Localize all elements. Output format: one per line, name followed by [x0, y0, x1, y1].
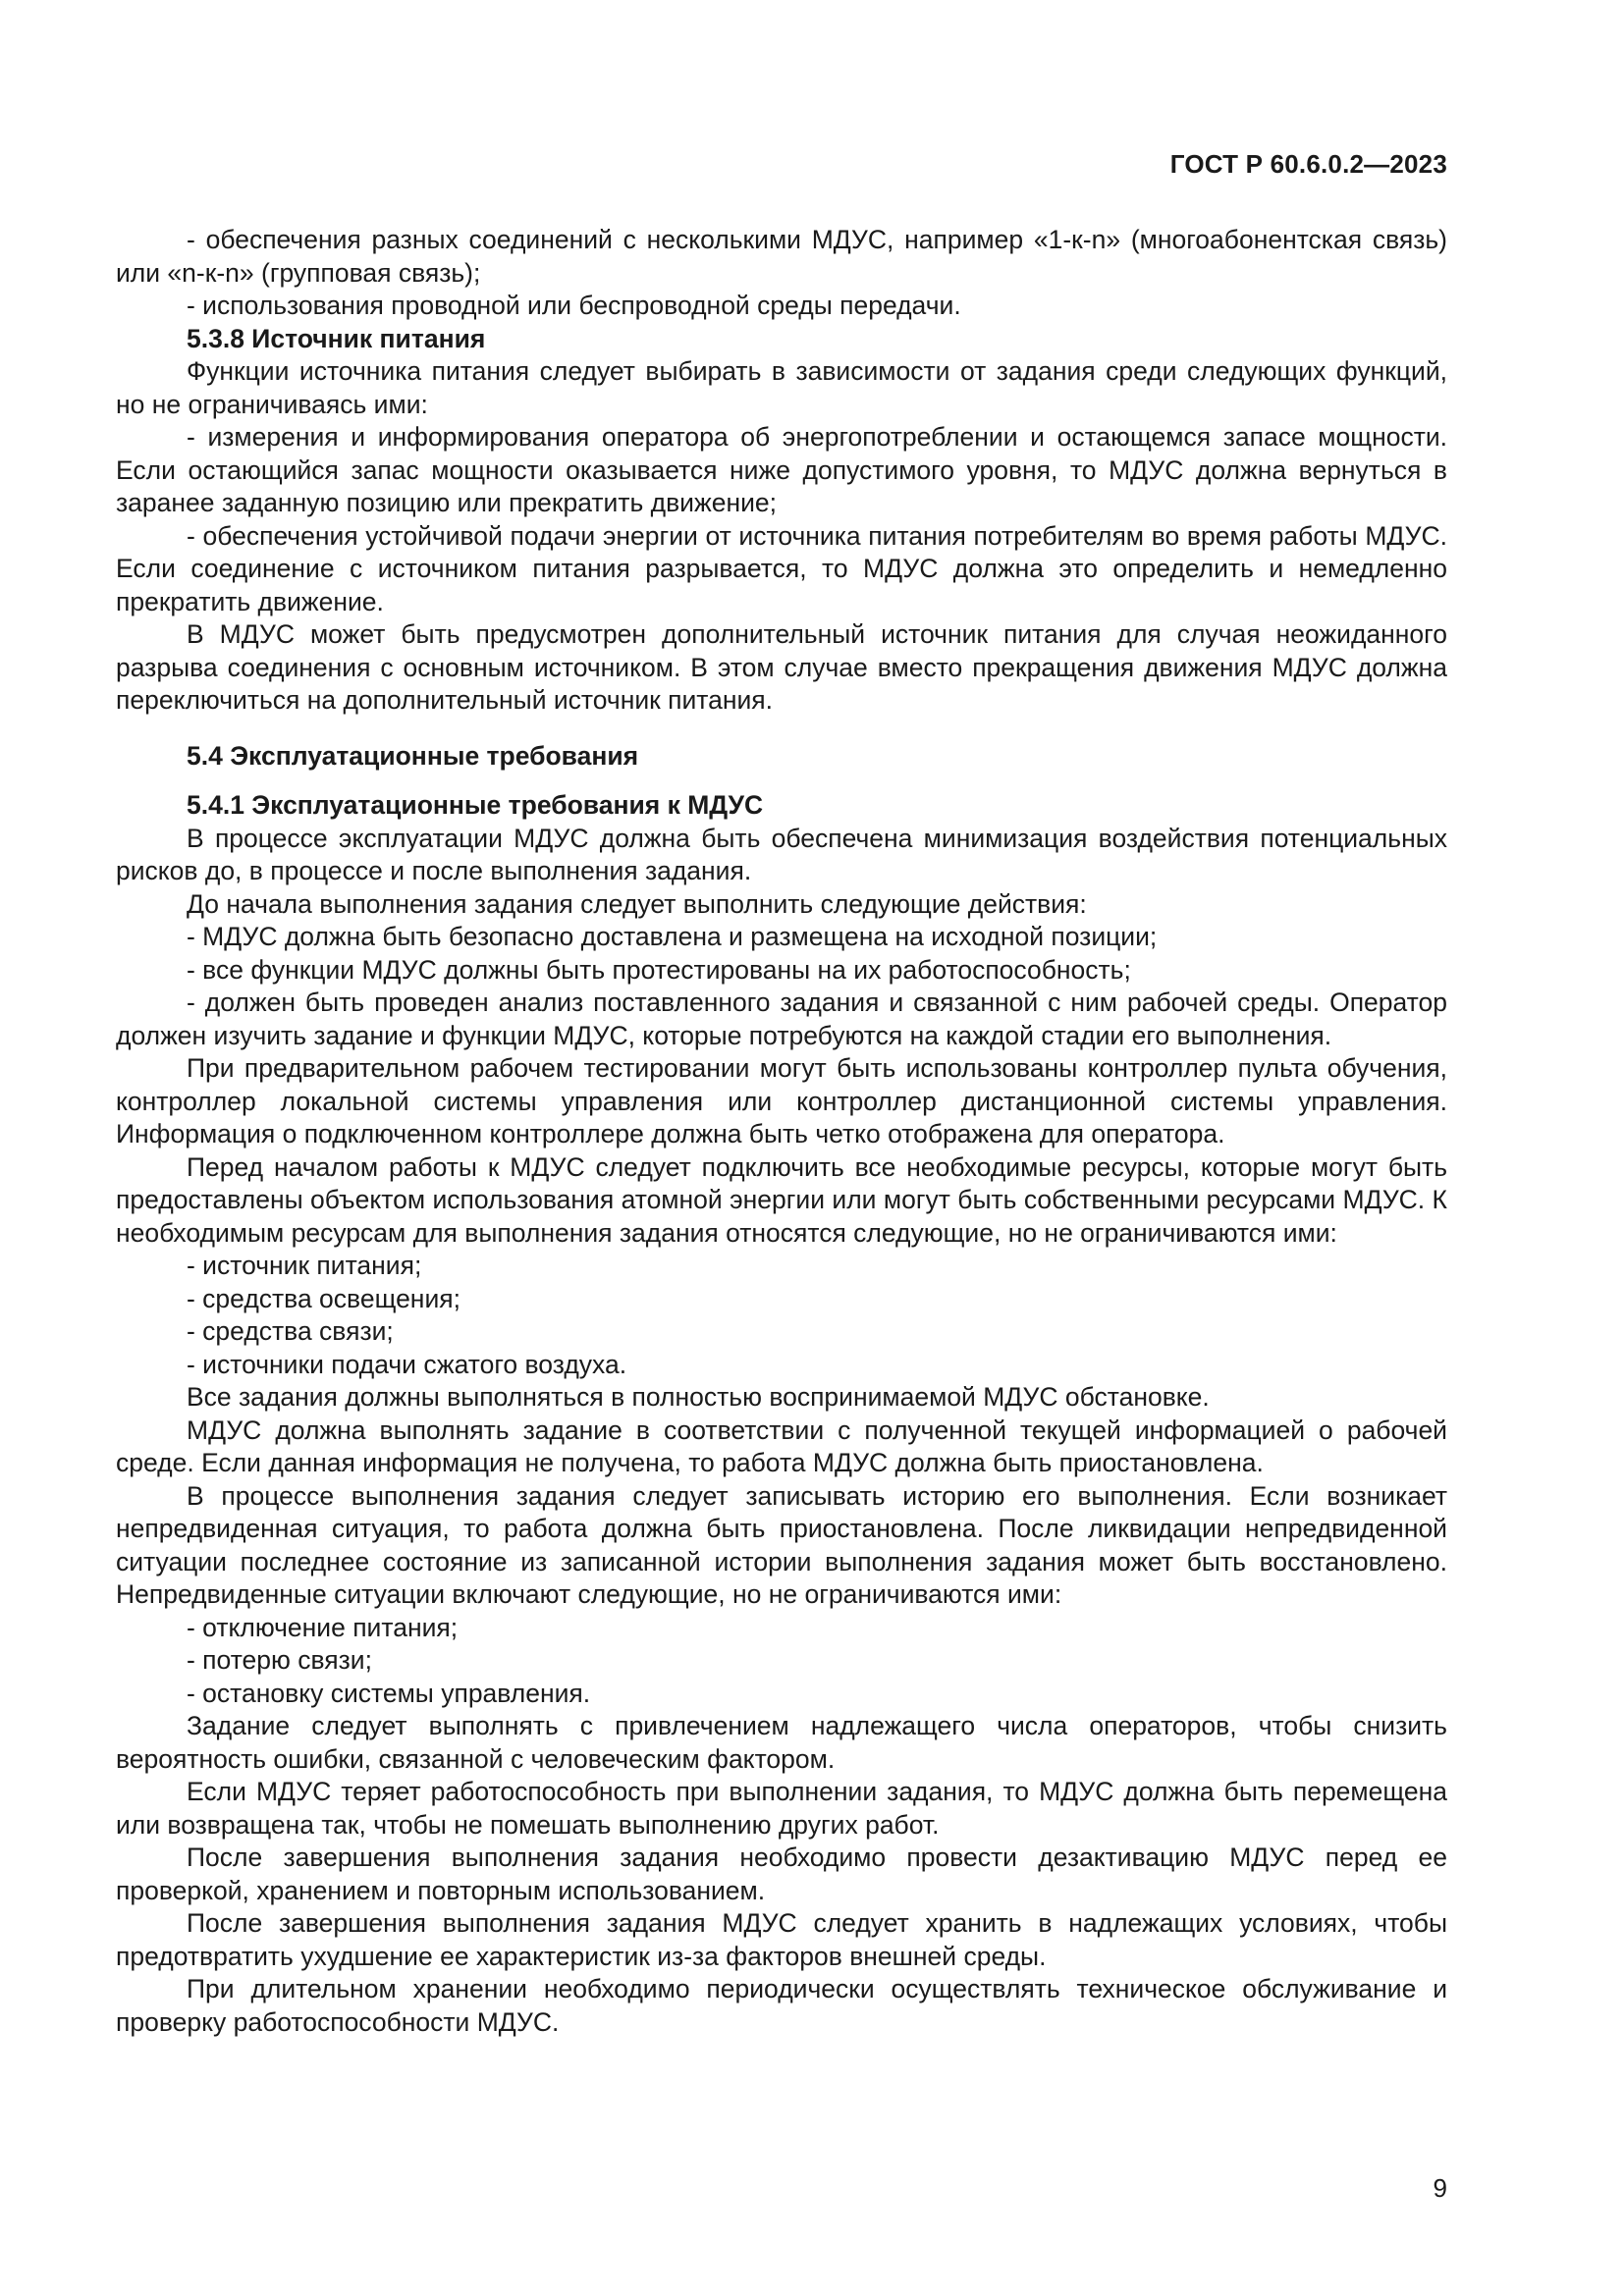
- list-item: - должен быть проведен анализ поставленного задания и связанной с ним рабочей среды. Оператор должен изучить задание и функции МДУС, которые потребуются на каждой стадии его выполнения.: [116, 988, 1447, 1050]
- paragraph: После завершения выполнения задания МДУС следует хранить в надлежащих условиях, чтобы предотвратить ухудшение ее характеристик из-за факторов внешней среды.: [116, 1908, 1447, 1971]
- paragraph: Если МДУС теряет работоспособность при выполнении задания, то МДУС должна быть перемещена или возвращена так, чтобы не помешать выполнению других работ.: [116, 1777, 1447, 1840]
- section-heading-5-3-8: 5.3.8 Источник питания: [187, 323, 486, 353]
- list-item: - остановку системы управления.: [187, 1678, 591, 1708]
- paragraph: До начала выполнения задания следует выполнить следующие действия:: [187, 888, 1087, 919]
- paragraph: При длительном хранении необходимо периодически осуществлять техническое обслуживание и проверку работоспособности МДУС.: [116, 1974, 1447, 2037]
- list-item: - средства освещения;: [187, 1283, 460, 1313]
- section-heading-5-4-1: 5.4.1 Эксплуатационные требования к МДУС: [187, 790, 764, 820]
- paragraph: В МДУС может быть предусмотрен дополнительный источник питания для случая неожиданного разрыва соединения с основным источником. В этом случае вместо прекращения движения МДУС должна переключиться на дополнительный источник питания.: [116, 619, 1447, 715]
- section-heading-5-4: 5.4 Эксплуатационные требования: [187, 740, 639, 771]
- list-item: - использования проводной или беспроводной среды передачи.: [187, 291, 961, 320]
- page-number: 9: [1433, 2173, 1447, 2203]
- list-item: - отключение питания;: [187, 1612, 459, 1642]
- list-item: - потерю связи;: [187, 1645, 372, 1675]
- list-item: - обеспечения устойчивой подачи энергии от источника питания потребителям во время работы МДУС. Если соединение с источником питания разрывается, то МДУС должна это определить и немедленно прекратить движение.: [116, 520, 1447, 616]
- document-body: [116, 224, 1447, 2039]
- list-item: - обеспечения разных соединений с несколькими МДУС, например «1-к-n» (многоабонентская связь) или «n-к-n» (групповая связь);: [116, 225, 1447, 288]
- paragraph: МДУС должна выполнять задание в соответствии с полученной текущей информацией о рабочей среде. Если данная информация не получена, то работа МДУС должна быть приостановлена.: [116, 1415, 1447, 1477]
- paragraph: После завершения выполнения задания необходимо провести дезактивацию МДУС перед ее проверкой, хранением и повторным использованием.: [116, 1842, 1447, 1905]
- paragraph: Все задания должны выполняться в полностью воспринимаемой МДУС обстановке.: [187, 1382, 1210, 1412]
- paragraph: При предварительном рабочем тестировании могут быть использованы контроллер пульта обучения, контроллер локальной системы управления или контроллер дистанционной системы управления. Информация о подключенном контроллере должна быть четко отображена для оператора.: [116, 1053, 1447, 1148]
- paragraph: В процессе выполнения задания следует записывать историю его выполнения. Если возникает непредвиденная ситуация, то работа должна быть приостановлена. После ликвидации непредвиденной ситуации последнее состояние из записанной истории выполнения задания может быть восстановлено. Непредвиденные ситуации включают следующие, но не ограничиваются ими:: [116, 1480, 1447, 1609]
- list-item: - все функции МДУС должны быть протестированы на их работоспособность;: [187, 954, 1131, 985]
- list-item: - МДУС должна быть безопасно доставлена и размещена на исходной позиции;: [187, 922, 1158, 951]
- paragraph: Перед началом работы к МДУС следует подключить все необходимые ресурсы, которые могут быть предоставлены объектом использования атомной энергии или могут быть собственными ресурсами МДУС. К необходимым ресурсам для выполнения задания относятся следующие, но не ограничиваются ими:: [116, 1151, 1447, 1248]
- list-item: - источники подачи сжатого воздуха.: [187, 1349, 627, 1379]
- paragraph: Задание следует выполнять с привлечением надлежащего числа операторов, чтобы снизить вероятность ошибки, связанной с человеческим фактором.: [116, 1711, 1447, 1774]
- list-item: - измерения и информирования оператора об энергопотреблении и остающемся запасе мощности. Если остающийся запас мощности оказывается ниже допустимого уровня, то МДУС должна вернуться в заранее заданную позицию или прекратить движение;: [116, 422, 1447, 517]
- list-item: - источник питания;: [187, 1251, 422, 1280]
- list-item: - средства связи;: [187, 1316, 394, 1346]
- paragraph: Функции источника питания следует выбирать в зависимости от задания среди следующих функций, но не ограничиваясь ими:: [116, 356, 1447, 419]
- document-header-standard: ГОСТ Р 60.6.0.2—2023: [1169, 149, 1447, 179]
- paragraph: В процессе эксплуатации МДУС должна быть обеспечена минимизация воздействия потенциальных рисков до, в процессе и после выполнения задания.: [116, 823, 1447, 885]
